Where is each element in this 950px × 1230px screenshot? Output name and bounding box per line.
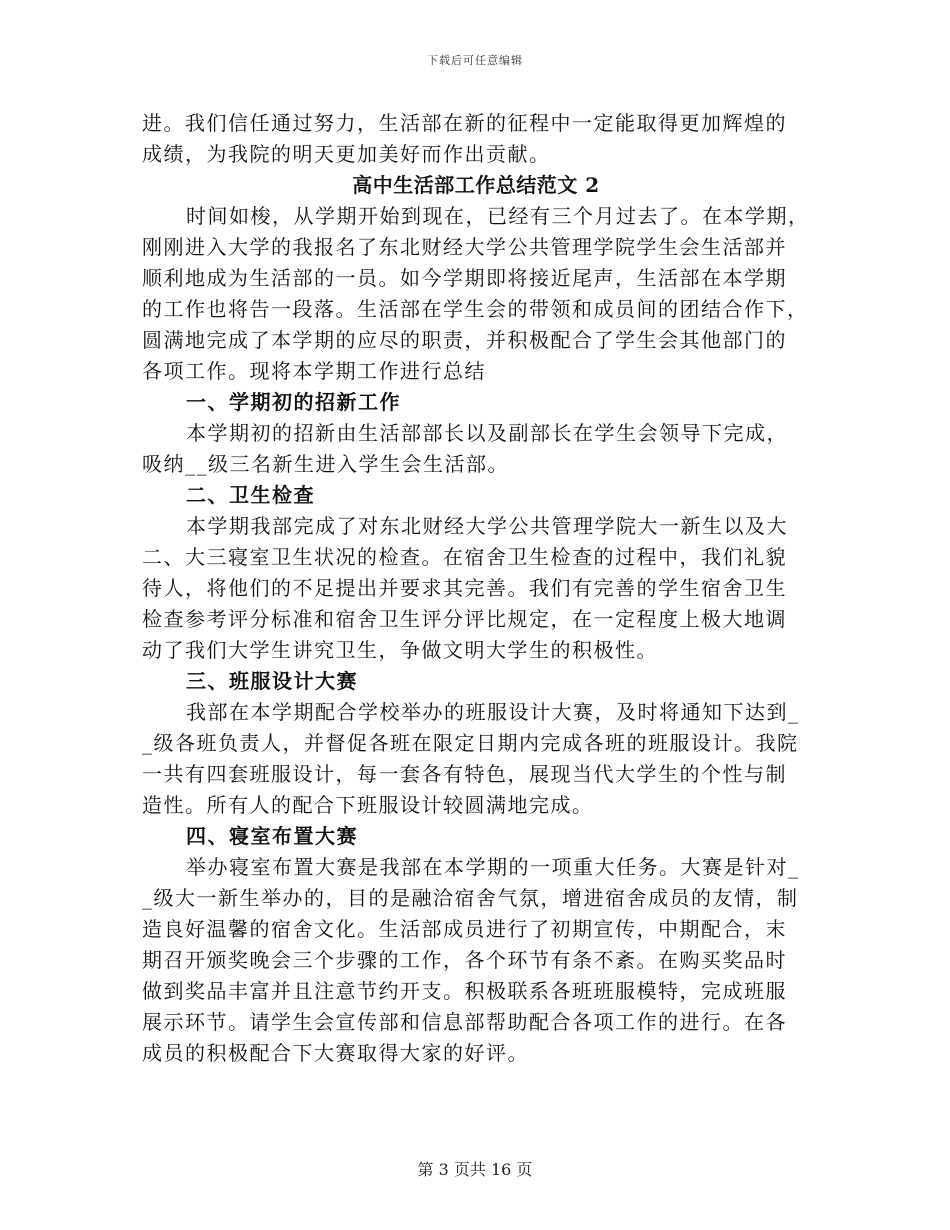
page-number: 第 3 页共 16 页 <box>417 1160 533 1179</box>
paragraph-line: 成绩，为我院的明天更加美好而作出贡献。 <box>142 142 551 166</box>
paragraph-line: 造良好温馨的宿舍文化。生活部成员进行了初期宣传，中期配合，末 <box>142 917 787 941</box>
paragraph-line: 圆满地完成了本学期的应尽的职责，并积极配合了学生会其他部门的 <box>142 328 787 352</box>
paragraph-line: 顺利地成为生活部的一员。如今学期即将接近尾声，生活部在本学期 <box>142 266 787 290</box>
paragraph-line: 举办寝室布置大赛是我部在本学期的一项重大任务。大赛是针对_ <box>186 855 800 879</box>
paragraph-line: 的工作也将告一段落。生活部在学生会的带领和成员间的团结合作下， <box>142 297 809 321</box>
paragraph-line: 期召开颁奖晚会三个步骤的工作，各个环节有条不紊。在购买奖品时 <box>142 948 787 972</box>
page-header-note: 下载后可任意编辑 <box>427 54 523 67</box>
document-title: 高中生活部工作总结范文 2 <box>352 173 600 197</box>
paragraph-line: 造性。所有人的配合下班服设计较圆满地完成。 <box>142 793 594 817</box>
section-heading: 四、寝室布置大赛 <box>186 824 358 848</box>
paragraph-line: 一共有四套班服设计，每一套各有特色，展现当代大学生的个性与制 <box>142 762 787 786</box>
paragraph-line: 本学期我部完成了对东北财经大学公共管理学院大一新生以及大 <box>186 514 788 538</box>
paragraph-line: 各项工作。现将本学期工作进行总结 <box>142 359 486 383</box>
paragraph-line: 本学期初的招新由生活部部长以及副部长在学生会领导下完成， <box>186 421 788 445</box>
section-heading: 二、卫生检查 <box>186 483 315 507</box>
paragraph-line: 动了我们大学生讲究卫生，争做文明大学生的积极性。 <box>142 638 658 662</box>
paragraph-line: 检查参考评分标准和宿舍卫生评分评比规定，在一定程度上极大地调 <box>142 607 787 631</box>
paragraph-line: 我部在本学期配合学校举办的班服设计大赛，及时将通知下达到_ <box>186 700 800 724</box>
paragraph-line: 待人，将他们的不足提出并要求其完善。我们有完善的学生宿舍卫生 <box>142 576 787 600</box>
paragraph-line: 二、大三寝室卫生状况的检查。在宿舍卫生检查的过程中，我们礼貌 <box>142 545 787 569</box>
section-heading: 三、班服设计大赛 <box>186 669 358 693</box>
paragraph-line: 时间如梭，从学期开始到现在，已经有三个月过去了。在本学期， <box>186 204 810 228</box>
paragraph-line: _级各班负责人，并督促各班在限定日期内完成各班的班服设计。我院 <box>142 731 799 755</box>
section-heading: 一、学期初的招新工作 <box>186 390 401 414</box>
paragraph-line: _级大一新生举办的，目的是融洽宿舍气氛，增进宿舍成员的友情，制 <box>142 886 799 910</box>
paragraph-line: 成员的积极配合下大赛取得大家的好评。 <box>142 1041 529 1065</box>
paragraph-line: 吸纳__级三名新生进入学生会生活部。 <box>142 452 509 476</box>
paragraph-line: 展示环节。请学生会宣传部和信息部帮助配合各项工作的进行。在各 <box>142 1010 787 1034</box>
paragraph-line: 做到奖品丰富并且注意节约开支。积极联系各班班服模特，完成班服 <box>142 979 787 1003</box>
paragraph-line: 进。我们信任通过努力，生活部在新的征程中一定能取得更加辉煌的 <box>142 111 787 135</box>
paragraph-line: 刚刚进入大学的我报名了东北财经大学公共管理学院学生会生活部并 <box>142 235 787 259</box>
document-body <box>142 108 810 1069</box>
